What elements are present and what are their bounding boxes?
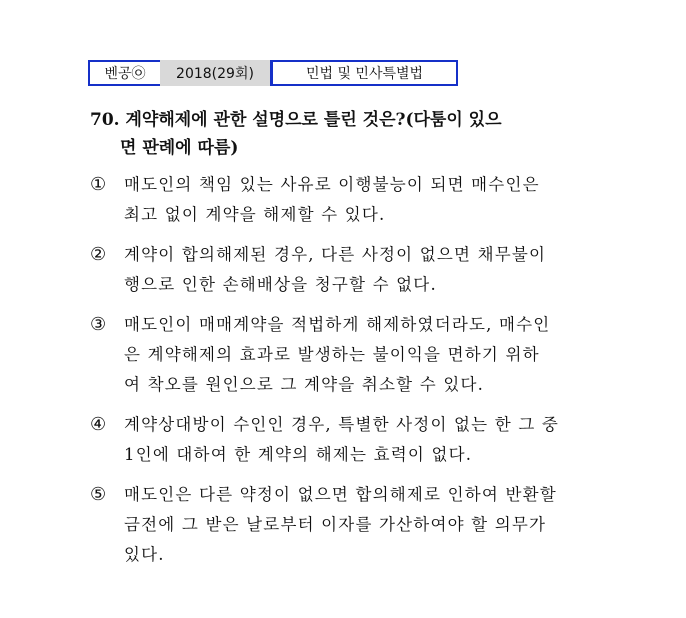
option-number: ④ [90,414,107,435]
option-line: 계약이 합의해제된 경우, 다른 사정이 없으면 채무불이 [124,245,547,264]
option-4 [90,410,610,470]
subject-tag: 벤공㉧ [88,60,160,86]
option-number: ② [90,244,107,265]
year-round-label: 2018(29회) [160,60,270,86]
answer-options [90,170,610,580]
option-text [124,480,610,570]
option-line: 행으로 인한 손해배상을 청구할 수 없다. [124,275,437,294]
option-text [124,170,610,230]
category-label: 민법 및 민사특별법 [270,60,458,86]
option-5 [90,480,610,570]
option-line: 매도인이 매매계약을 적법하게 해제하였더라도, 매수인 [124,315,551,334]
option-line: 매도인은 다른 약정이 없으면 합의해제로 인하여 반환할 [124,485,557,504]
option-1 [90,170,610,230]
option-line: 매도인의 책임 있는 사유로 이행불능이 되면 매수인은 [124,175,540,194]
option-line: 있다. [124,545,165,564]
option-line: 여 착오를 원인으로 그 계약을 취소할 수 있다. [124,375,485,394]
option-line: 은 계약해제의 효과로 발생하는 불이익을 면하기 위하 [124,345,540,364]
option-line: 1인에 대하여 한 계약의 해제는 효력이 없다. [124,445,473,464]
option-number: ① [90,174,107,195]
question-stem [90,106,610,162]
option-number: ⑤ [90,484,107,505]
option-line: 금전에 그 받은 날로부터 이자를 가산하여야 할 의무가 [124,515,547,534]
exam-header [88,60,458,86]
option-number: ③ [90,314,107,335]
option-text [124,410,610,470]
question-line-1: 70. 계약해제에 관한 설명으로 틀린 것은?(다툼이 있으 [90,110,502,130]
question-line-2: 면 판례에 따름) [120,138,239,158]
option-text [124,310,610,400]
option-3 [90,310,610,400]
option-text [124,240,610,300]
option-line: 최고 없이 계약을 해제할 수 있다. [124,205,386,224]
option-line: 계약상대방이 수인인 경우, 특별한 사정이 없는 한 그 중 [124,415,560,434]
option-2 [90,240,610,300]
